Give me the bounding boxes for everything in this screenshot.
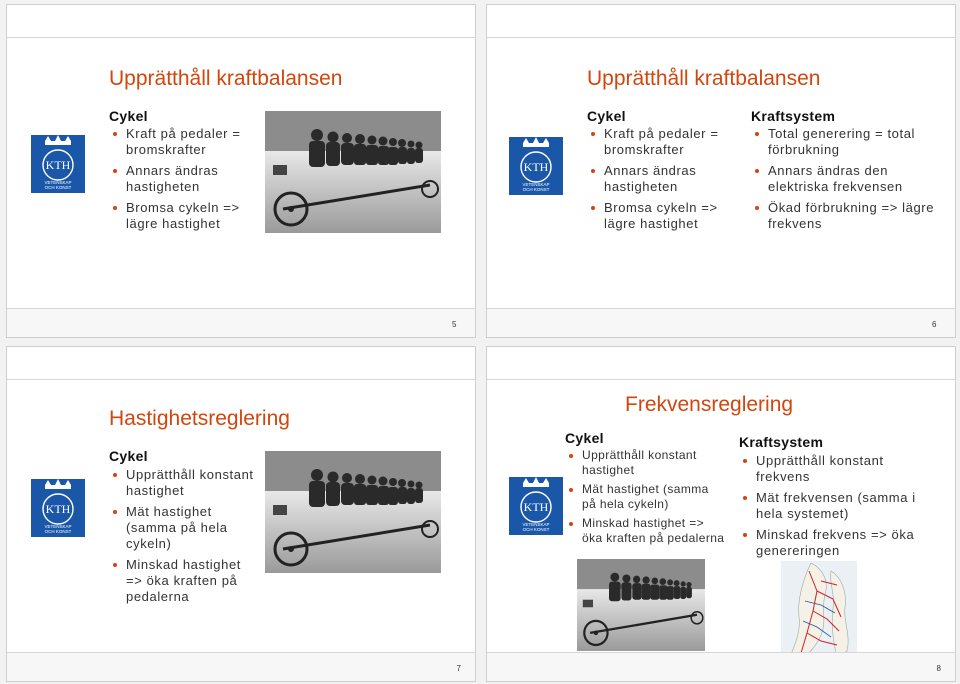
bullet-item: Upprätthåll konstant frekvens xyxy=(741,453,927,485)
tandem-bicycle-photo xyxy=(265,451,441,573)
bullet-list xyxy=(567,448,725,550)
bullet-item: Bromsa cykeln => lägre hastighet xyxy=(589,200,735,232)
bullet-item: Bromsa cykeln => lägre hastighet xyxy=(111,200,259,232)
bullet-item: Annars ändras hastigheten xyxy=(111,163,259,195)
bullet-list xyxy=(111,467,259,610)
slide-header-bar xyxy=(487,5,955,38)
page-number: 5 xyxy=(452,320,457,329)
slide-number: 7 xyxy=(456,664,461,673)
slide-3 xyxy=(6,346,476,682)
bullet-item: Mät frekvensen (samma i hela systemet) xyxy=(741,490,927,522)
kth-logo xyxy=(31,135,85,193)
slide-footer-bar xyxy=(7,652,475,681)
bullet-item: Minskad hastighet => öka kraften på pedalerna xyxy=(567,516,725,546)
bullet-item: Upprätthåll konstant hastighet xyxy=(111,467,259,499)
slide-heading: Cykel xyxy=(565,430,604,446)
bullet-list xyxy=(741,453,927,564)
bullet-item: Ökad förbrukning => lägre frekvens xyxy=(753,200,943,232)
bullet-item: Minskad frekvens => öka genereringen xyxy=(741,527,927,559)
bullet-list xyxy=(111,126,259,237)
page-number: 6 xyxy=(932,320,937,329)
slide-heading: Cykel xyxy=(587,108,626,124)
slide-header-bar xyxy=(7,5,475,38)
slide-1 xyxy=(6,4,476,338)
slide-footer-bar xyxy=(7,308,475,337)
slide-2 xyxy=(486,4,956,338)
bullet-item: Annars ändras den elektriska frekvensen xyxy=(753,163,943,195)
slide-title: Upprätthåll kraftbalansen xyxy=(587,67,821,90)
bullet-item: Mät hastighet (samma på hela cykeln) xyxy=(111,504,259,552)
bullet-list xyxy=(589,126,735,237)
slide-footer-bar xyxy=(487,652,955,681)
bullet-item: Annars ändras hastigheten xyxy=(589,163,735,195)
slide-title: Frekvensreglering xyxy=(625,393,794,416)
slide-number: 8 xyxy=(936,664,941,673)
tandem-bicycle-photo xyxy=(265,111,441,233)
bullet-item: Kraft på pedaler = bromskrafter xyxy=(589,126,735,158)
slide-4 xyxy=(486,346,956,682)
bullet-item: Minskad hastighet => öka kraften på pedalerna xyxy=(111,557,259,605)
bullet-list xyxy=(753,126,943,237)
kth-logo xyxy=(509,477,563,535)
slide-title: Upprätthåll kraftbalansen xyxy=(109,67,343,90)
slide-header-bar xyxy=(7,347,475,380)
slide-title: Hastighetsreglering xyxy=(109,407,290,430)
kth-logo xyxy=(509,137,563,195)
tandem-bicycle-photo xyxy=(577,559,705,651)
bullet-item: Upprätthåll konstant hastighet xyxy=(567,448,725,478)
slide-heading: Kraftsystem xyxy=(739,434,824,450)
slide-heading: Cykel xyxy=(109,108,148,124)
power-grid-map xyxy=(781,561,857,661)
bullet-item: Mät hastighet (samma på hela cykeln) xyxy=(567,482,725,512)
slide-footer-bar xyxy=(487,308,955,337)
slide-heading: Cykel xyxy=(109,448,148,464)
bullet-item: Kraft på pedaler = bromskrafter xyxy=(111,126,259,158)
kth-logo xyxy=(31,479,85,537)
bullet-item: Total generering = total förbrukning xyxy=(753,126,943,158)
slide-header-bar xyxy=(487,347,955,380)
slide-heading: Kraftsystem xyxy=(751,108,836,124)
